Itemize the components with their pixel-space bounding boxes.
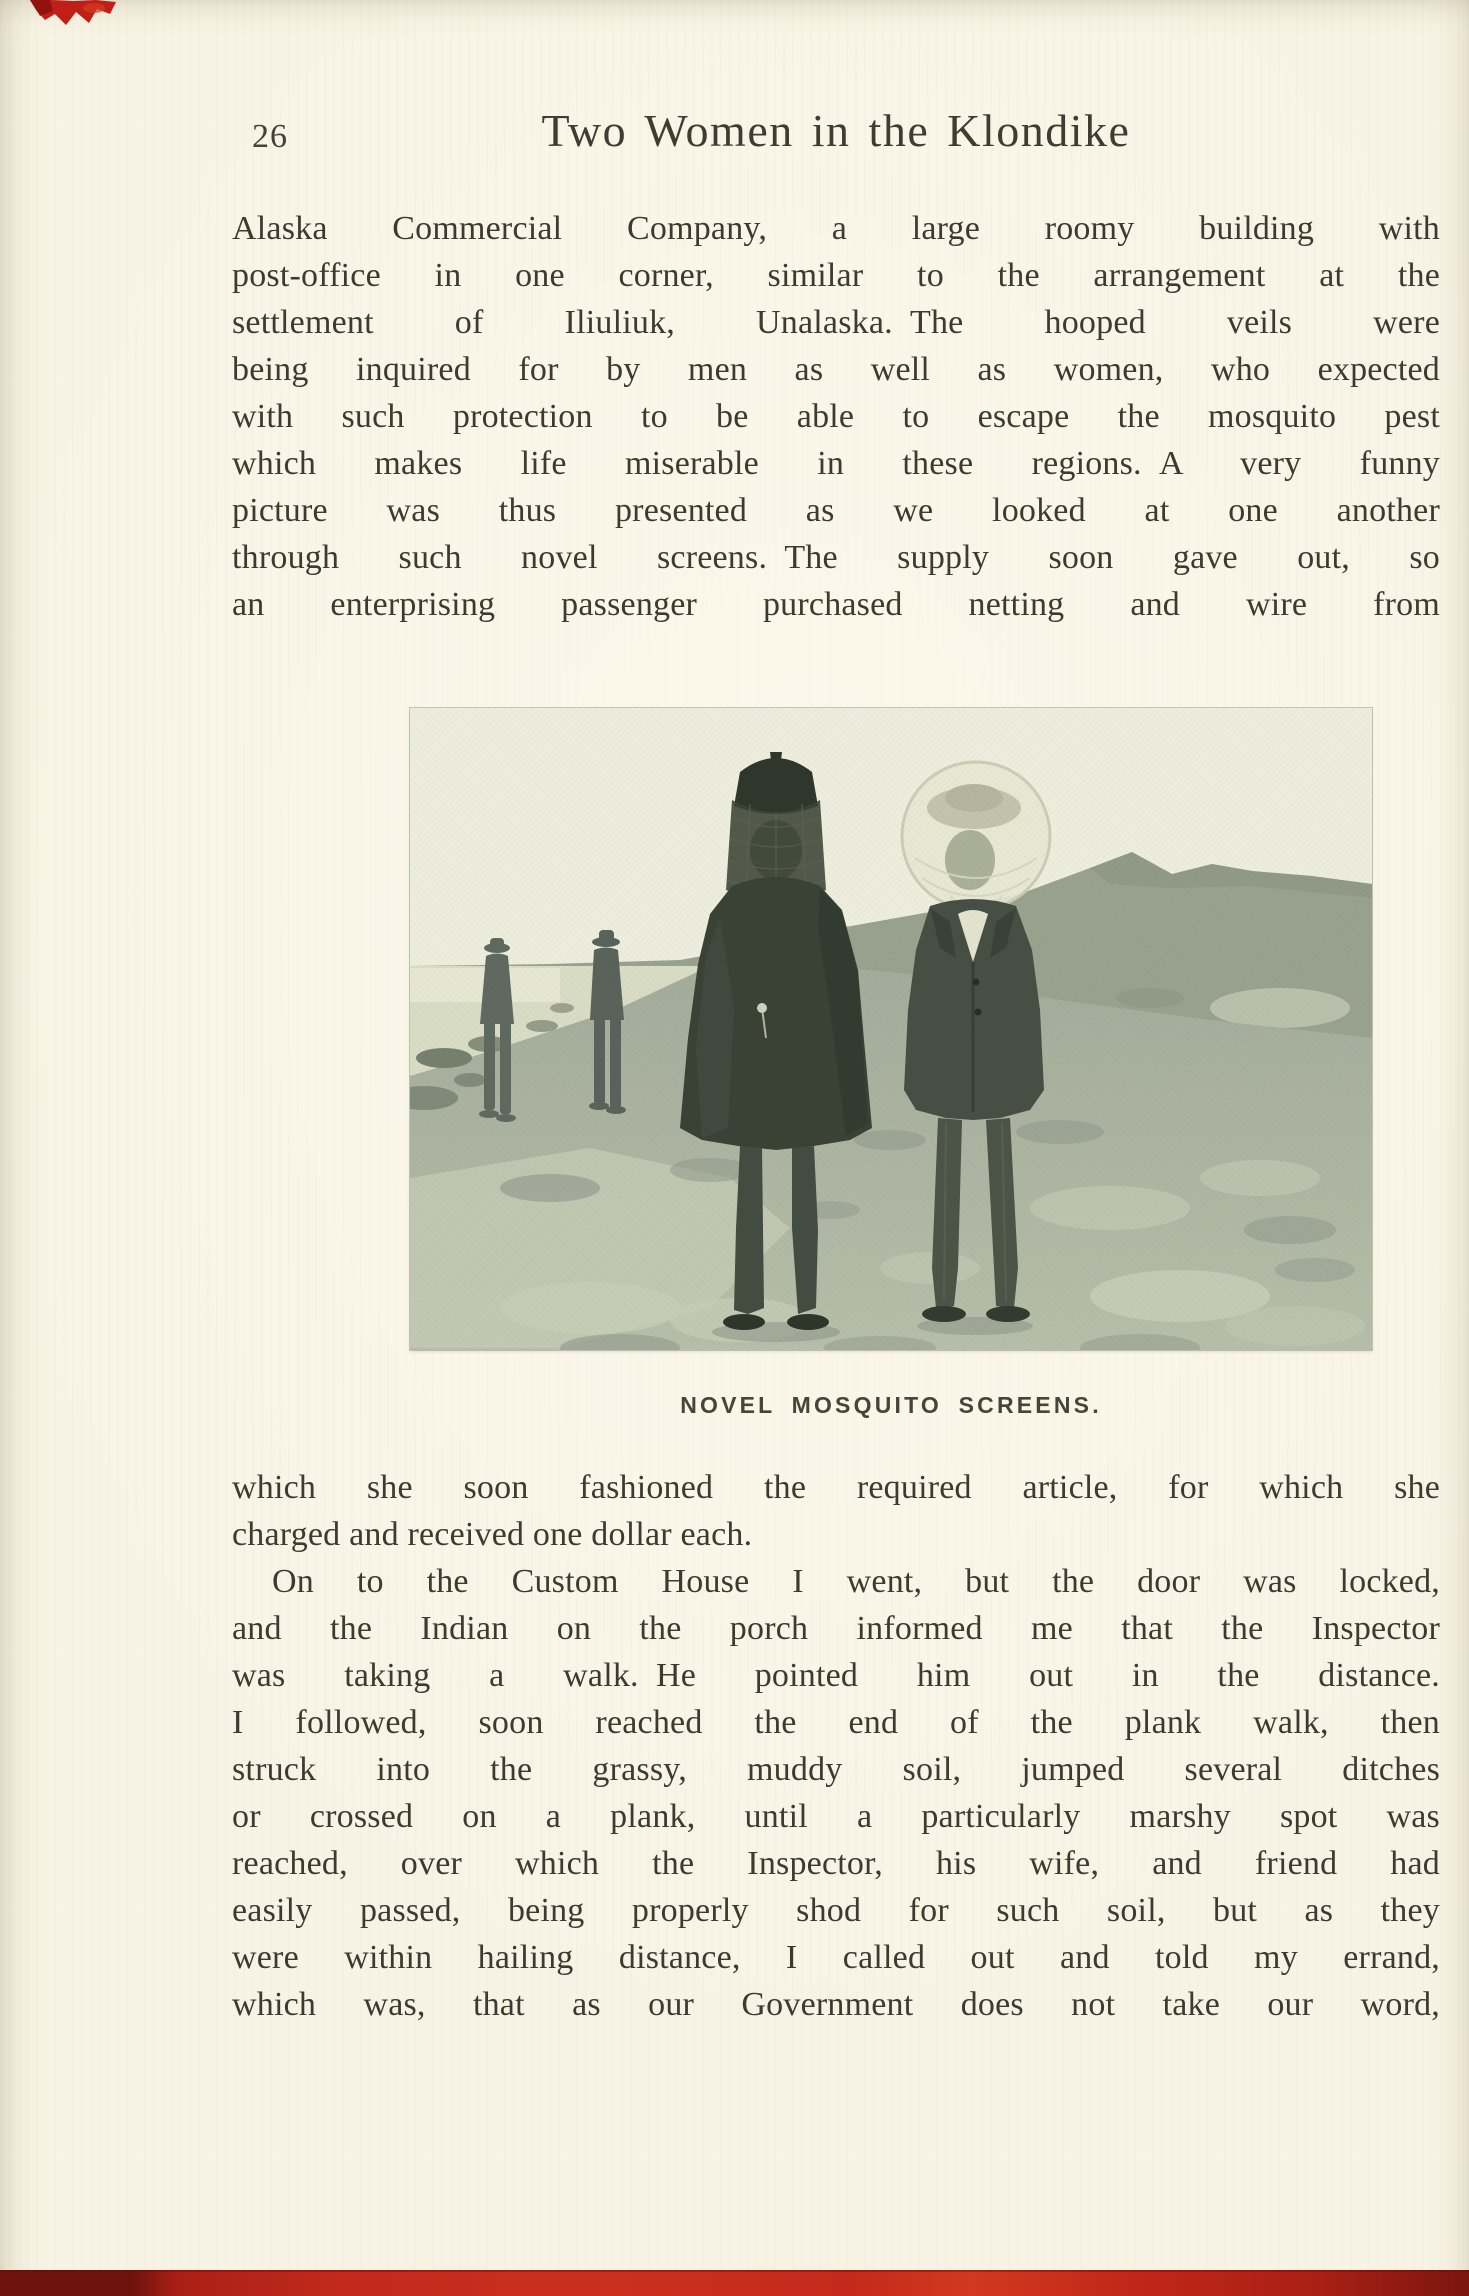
- text-line: being inquired for by men as well as women, who expected: [232, 351, 1440, 388]
- text-line: reached, over which the Inspector, his wife, and friend had: [232, 1845, 1440, 1882]
- paragraph-bottom: [232, 1464, 1440, 2028]
- text-line: On to the Custom House I went, but the door was locked,: [272, 1563, 1440, 1600]
- mosquito-screens-photo: [410, 708, 1372, 1350]
- scan-artifact-top-left-icon: [22, 0, 132, 36]
- text-line: struck into the grassy, muddy soil, jumped several ditches: [232, 1751, 1440, 1788]
- text-line: or crossed on a plank, until a particularly marshy spot was: [232, 1798, 1440, 1835]
- text-line: settlement of Iliuliuk, Unalaska. The hooped veils were: [232, 304, 1440, 341]
- text-line: an enterprising passenger purchased netting and wire from: [232, 586, 1440, 623]
- running-title: Two Women in the Klondike: [541, 105, 1131, 156]
- text-line: was taking a walk. He pointed him out in the distance.: [232, 1657, 1440, 1694]
- paragraph-top: [232, 205, 1440, 628]
- page-number: 26: [252, 118, 288, 155]
- text-line: through such novel screens. The supply soon gave out, so: [232, 539, 1440, 576]
- photo-caption: NOVEL MOSQUITO SCREENS.: [680, 1392, 1102, 1418]
- text-line: I followed, soon reached the end of the plank walk, then: [232, 1704, 1440, 1741]
- text-line: which she soon fashioned the required article, for which she: [232, 1469, 1440, 1506]
- scan-artifact-bottom-band: [0, 2270, 1469, 2296]
- text-line: with such protection to be able to escape the mosquito pest: [232, 398, 1440, 435]
- text-line: Alaska Commercial Company, a large roomy building with: [232, 210, 1440, 247]
- text-line: which makes life miserable in these regions. A very funny: [232, 445, 1440, 482]
- text-line: post-office in one corner, similar to the arrangement at the: [232, 257, 1440, 294]
- photo-figure: [410, 708, 1372, 1350]
- text-line: charged and received one dollar each.: [232, 1516, 753, 1553]
- text-line: easily passed, being properly shod for such soil, but as they: [232, 1892, 1440, 1929]
- text-line: were within hailing distance, I called out and told my errand,: [232, 1939, 1440, 1976]
- text-line: picture was thus presented as we looked at one another: [232, 492, 1440, 529]
- text-line: which was, that as our Government does not take our word,: [232, 1986, 1440, 2023]
- text-line: and the Indian on the porch informed me that the Inspector: [232, 1610, 1440, 1647]
